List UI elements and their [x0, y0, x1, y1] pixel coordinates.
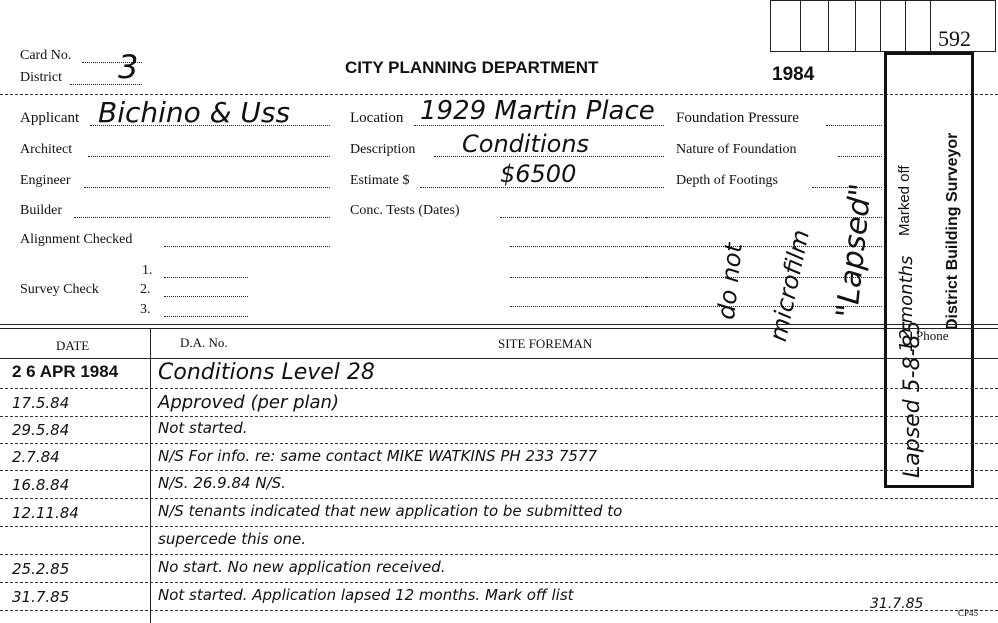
- log-row-date: 29.5.84: [12, 421, 70, 439]
- row-rule: [0, 470, 998, 471]
- row-rule: [0, 582, 998, 583]
- stamp-marked-off: Marked off: [896, 165, 913, 236]
- log-row-remark: supercede this one.: [158, 530, 307, 548]
- row-rule: [0, 526, 998, 527]
- log-row-date: 25.2.85: [12, 560, 70, 578]
- card-year: 1984: [772, 64, 815, 85]
- alignment-line: [164, 246, 330, 247]
- nature-line: [838, 156, 882, 157]
- log-row-date: 17.5.84: [12, 394, 70, 412]
- header-rule: [0, 94, 998, 95]
- log-row-remark: Not started. Application lapsed 12 months. Mark off list: [158, 586, 574, 604]
- middle-blank-line-1: [510, 246, 664, 247]
- survey-1-label: 1.: [142, 263, 153, 278]
- middle-blank-line-2: [510, 277, 664, 278]
- estimate-label: Estimate $: [350, 173, 410, 188]
- log-row-date: 12.11.84: [12, 504, 79, 522]
- survey-3-line: [164, 316, 248, 317]
- log-row-remark: Approved (per plan): [158, 392, 339, 413]
- description-label: Description: [350, 142, 416, 157]
- row-rule: [0, 610, 998, 611]
- log-row-remark: Conditions Level 28: [158, 360, 375, 385]
- applicant-label: Applicant: [20, 110, 80, 126]
- applicant-value: Bichino & Uss: [98, 96, 291, 129]
- row-rule: [0, 388, 998, 389]
- row-rule: [0, 498, 998, 499]
- district-label: District: [20, 70, 62, 85]
- builder-label: Builder: [20, 203, 62, 218]
- row-rule: [0, 416, 998, 417]
- location-value: 1929 Martin Place: [420, 96, 655, 126]
- engineer-label: Engineer: [20, 173, 71, 188]
- builder-line: [74, 217, 330, 218]
- stamp-district-building-surveyor: District Building Surveyor: [944, 132, 961, 330]
- department-title: CITY PLANNING DEPARTMENT: [345, 58, 599, 77]
- stamp-months-note: 12 months: [896, 255, 917, 352]
- conc-tests-label: Conc. Tests (Dates): [350, 203, 460, 218]
- microfilm-note: microfilm: [764, 227, 815, 344]
- architect-line: [88, 156, 330, 157]
- conc-tests-line: [500, 217, 664, 218]
- card-number: 592: [938, 26, 971, 51]
- log-header-da-no: D.A. No.: [180, 335, 228, 350]
- do-not-note: do not: [712, 241, 748, 321]
- log-date-divider: [150, 328, 151, 623]
- location-label: Location: [350, 110, 404, 126]
- nature-label: Nature of Foundation: [676, 142, 797, 157]
- card-no-label: Card No.: [20, 48, 72, 63]
- survey-check-label: Survey Check: [20, 282, 99, 297]
- log-row-date: 2 6 APR 1984: [12, 362, 119, 381]
- log-row-remark: N/S For info. re: same contact MIKE WATKINS PH 233 7577: [158, 447, 598, 465]
- foundation-pressure-line: [826, 125, 882, 126]
- engineer-line: [84, 187, 330, 188]
- middle-blank-line-3: [510, 306, 664, 307]
- row-rule: [0, 443, 998, 444]
- log-row-remark: N/S. 26.9.84 N/S.: [158, 474, 286, 492]
- log-row-date: 16.8.84: [12, 476, 70, 494]
- description-value: Conditions: [462, 130, 590, 158]
- log-header-site-foreman: SITE FOREMAN: [498, 336, 593, 351]
- depth-label: Depth of Footings: [676, 173, 778, 188]
- log-header-rule: [0, 358, 998, 359]
- architect-label: Architect: [20, 142, 73, 157]
- survey-2-line: [164, 296, 248, 297]
- survey-1-line: [164, 277, 248, 278]
- stamp-lapsed-date: Lapsed 5-8-85: [900, 320, 925, 478]
- log-row-date: 31.7.85: [12, 588, 70, 606]
- row-rule: [0, 554, 998, 555]
- foundation-pressure-label: Foundation Pressure: [676, 110, 799, 126]
- log-row-remark: No start. No new application received.: [158, 558, 446, 576]
- footer-initials-date: 31.7.85: [870, 596, 924, 612]
- log-row-remark: Not started.: [158, 419, 248, 437]
- survey-2-label: 2.: [140, 282, 151, 297]
- lapsed-note: "Lapsed": [830, 181, 879, 320]
- log-row-remark: N/S tenants indicated that new application to be submitted to: [158, 502, 623, 520]
- survey-3-label: 3.: [140, 302, 151, 317]
- log-row-date: 2.7.84: [12, 448, 60, 466]
- alignment-label: Alignment Checked: [20, 232, 133, 247]
- log-header-phone: Phone: [916, 328, 949, 343]
- district-value: 3: [118, 48, 139, 86]
- log-header-date: DATE: [56, 338, 90, 353]
- log-top-rule-1: [0, 324, 998, 325]
- estimate-value: $6500: [500, 160, 577, 188]
- footer-form-code: CP45: [958, 608, 979, 618]
